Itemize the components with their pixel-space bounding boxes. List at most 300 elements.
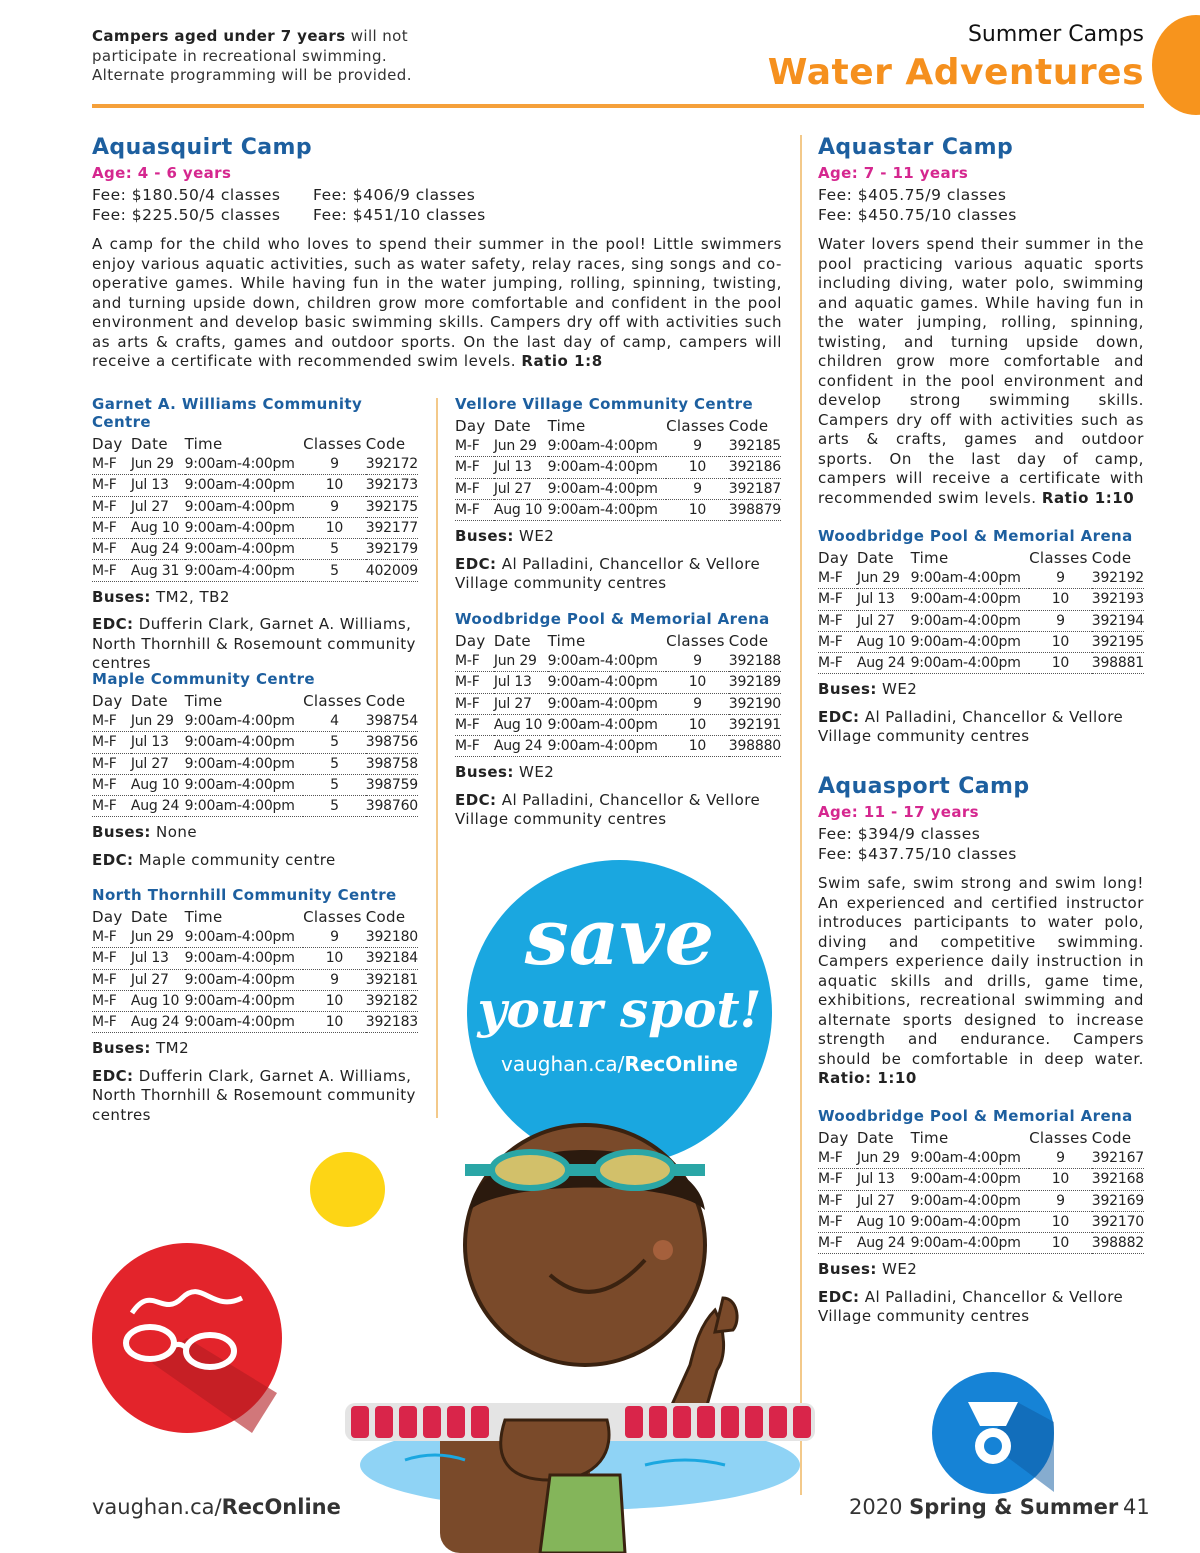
table-cell: Jul 27 [131, 496, 185, 517]
maple-block [92, 670, 418, 870]
table-cell: 392181 [366, 969, 418, 990]
table-cell: 9 [666, 651, 729, 672]
table-cell: 9:00am-4:00pm [185, 711, 304, 732]
table-cell: 9:00am-4:00pm [548, 499, 667, 520]
table-cell: 9:00am-4:00pm [911, 1190, 1030, 1211]
table-cell: M-F [92, 969, 131, 990]
table-cell: M-F [455, 457, 494, 478]
table-cell: M-F [818, 1211, 857, 1232]
table-cell: 10 [666, 672, 729, 693]
table-cell: 5 [303, 732, 366, 753]
table-cell: Aug 24 [131, 1012, 185, 1033]
table-cell: M-F [92, 560, 131, 581]
table-cell: Jul 13 [494, 672, 548, 693]
table-cell: 5 [303, 560, 366, 581]
table-cell: 9:00am-4:00pm [548, 672, 667, 693]
aquasquirt-description: A camp for the child who loves to spend their summer in the pool! Little swimmers enjoy various aquatic activities, such as water safety, relay races, sing songs and co-operative games. While having fun in the water jumping, rolling, spinning, twisting, and turning upside down, children grow more comfortable and confident in the pool environment and develop basic swimming skills. Campers dry off with activities such as arts & crafts, games and outdoor sports. On the last day of camp, campers will receive a certificate with recommended swim levels. Ratio 1:8 [92, 235, 782, 370]
table-header-row [818, 547, 1144, 568]
table-cell: Jul 27 [131, 969, 185, 990]
location-heading: Woodbridge Pool & Memorial Arena [455, 610, 770, 628]
table-cell: 9:00am-4:00pm [548, 736, 667, 757]
woodbridge-aquasquirt-block [455, 610, 781, 830]
table-cell: 9:00am-4:00pm [548, 478, 667, 499]
table-cell: 9:00am-4:00pm [911, 610, 1030, 631]
column-header: Date [856, 548, 894, 567]
table-cell: M-F [818, 1169, 857, 1190]
promo-your-spot-text: your spot! [477, 980, 762, 1039]
table-cell: 10 [1029, 1169, 1092, 1190]
table-cell: Jun 29 [131, 454, 185, 475]
table-cell: 9:00am-4:00pm [185, 560, 304, 581]
table-row [818, 1233, 1144, 1254]
table-header-row [92, 433, 418, 454]
table-cell: M-F [92, 796, 131, 817]
aquastar-age: Age: 7 - 11 years [818, 164, 969, 182]
goggles-icon [92, 1243, 282, 1433]
table-cell: 9:00am-4:00pm [185, 539, 304, 560]
table-row [92, 732, 418, 753]
corner-circle-decoration [1152, 15, 1200, 115]
aquastar-title: Aquastar Camp [818, 135, 1014, 160]
table-row [92, 454, 418, 475]
table-cell: 5 [303, 539, 366, 560]
table-row [92, 774, 418, 795]
table-row [818, 1169, 1144, 1190]
table-cell: 9:00am-4:00pm [185, 948, 304, 969]
table-cell: Aug 24 [857, 653, 911, 674]
table-cell: 9:00am-4:00pm [185, 796, 304, 817]
table-cell: 5 [303, 774, 366, 795]
table-cell: M-F [92, 753, 131, 774]
table-row [92, 990, 418, 1011]
table-cell: Jul 13 [494, 457, 548, 478]
table-cell: 392184 [366, 948, 418, 969]
table-cell: Aug 24 [494, 736, 548, 757]
table-cell: 9:00am-4:00pm [911, 1148, 1030, 1169]
section-kicker: Summer Camps [967, 22, 1144, 47]
fee-line: Fee: $450.75/10 classes [818, 205, 1017, 224]
table-cell: 9:00am-4:00pm [548, 714, 667, 735]
table-cell: M-F [818, 631, 857, 652]
edc-info: EDC: Dufferin Clark, Garnet A. Williams, North Thornhill & Rosemount community centres [92, 615, 416, 673]
table-cell: 9 [666, 693, 729, 714]
table-row [455, 736, 781, 757]
table-cell: 392179 [366, 539, 418, 560]
table-cell: 9 [1029, 1148, 1092, 1169]
column-header: Code [1091, 1128, 1132, 1147]
table-row [455, 714, 781, 735]
table-cell: 10 [666, 714, 729, 735]
table-cell: 9:00am-4:00pm [185, 1012, 304, 1033]
table-cell: 9:00am-4:00pm [548, 436, 667, 457]
table-cell: M-F [455, 736, 494, 757]
table-cell: M-F [818, 653, 857, 674]
fee-line: Fee: $451/10 classes [313, 205, 486, 224]
table-cell: M-F [92, 517, 131, 538]
table-cell: 392182 [366, 990, 418, 1011]
column-header: Code [728, 631, 769, 650]
garnet-williams-block [92, 395, 418, 674]
edc-info: EDC: Dufferin Clark, Garnet A. Williams, North Thornhill & Rosemount community centres [92, 1066, 416, 1124]
table-cell: 9:00am-4:00pm [185, 753, 304, 774]
table-cell: Jul 27 [494, 693, 548, 714]
aquastar-description: Water lovers spend their summer in the pool practicing various aquatic sports including diving, water polo, swimming and aquatic games. While having fun in the water jumping, rolling, spinning, twisting, and turning upside down, children grow more comfortable and confident in the pool environment and develop strong swimming skills. Campers dry off with activities such as arts & crafts, games and outdoor sports. On the last day of camp, campers will receive a certificate with recommended swim levels. Ratio 1:10 [818, 235, 1144, 507]
table-row [455, 457, 781, 478]
column-header: Date [493, 631, 531, 650]
table-cell: 10 [666, 736, 729, 757]
schedule-table [455, 630, 781, 757]
column-header: Day [92, 434, 123, 453]
column-header: Code [728, 416, 769, 435]
table-cell: 398879 [729, 499, 781, 520]
location-heading: Woodbridge Pool & Memorial Arena [818, 1107, 1133, 1125]
table-cell: Aug 10 [494, 714, 548, 735]
column-header: Code [1091, 548, 1132, 567]
column-header: Time [547, 416, 586, 435]
column-header: Time [184, 434, 223, 453]
table-cell: Aug 10 [131, 517, 185, 538]
table-row [818, 610, 1144, 631]
table-cell: Jun 29 [494, 651, 548, 672]
aquasquirt-title: Aquasquirt Camp [92, 135, 313, 160]
column-header: Code [365, 434, 406, 453]
table-row [818, 653, 1144, 674]
column-header: Classes [666, 631, 725, 650]
column-header: Code [365, 691, 406, 710]
table-cell: Jul 13 [857, 1169, 911, 1190]
table-cell: M-F [92, 948, 131, 969]
table-cell: M-F [455, 436, 494, 457]
fee-line: Fee: $406/9 classes [313, 186, 476, 204]
aquasport-camp-section [818, 774, 1144, 1089]
promo-save-text: save [524, 892, 715, 983]
table-row [92, 753, 418, 774]
table-cell: 398881 [1092, 653, 1144, 674]
table-cell: 9 [666, 436, 729, 457]
table-cell: M-F [455, 651, 494, 672]
table-cell: M-F [455, 693, 494, 714]
location-heading: Maple Community Centre [92, 670, 315, 688]
table-cell: 392192 [1092, 568, 1144, 589]
table-cell: 392180 [366, 927, 418, 948]
header-rule [92, 104, 1144, 108]
table-cell: 10 [303, 475, 366, 496]
table-cell: 392167 [1092, 1148, 1144, 1169]
aquastar-fees [818, 186, 1144, 225]
fee-line: Fee: $225.50/5 classes [92, 205, 281, 224]
table-cell: Jul 27 [857, 1190, 911, 1211]
table-cell: Jun 29 [857, 1148, 911, 1169]
table-row [455, 499, 781, 520]
table-cell: 392185 [729, 436, 781, 457]
column-header: Time [184, 907, 223, 926]
table-cell: Aug 10 [131, 774, 185, 795]
table-cell: 392189 [729, 672, 781, 693]
table-row [92, 927, 418, 948]
page-number: 41 [1123, 1495, 1150, 1519]
table-header-row [92, 906, 418, 927]
table-cell: 10 [666, 457, 729, 478]
table-cell: 392172 [366, 454, 418, 475]
location-heading: North Thornhill Community Centre [92, 886, 397, 904]
table-cell: 9:00am-4:00pm [185, 927, 304, 948]
table-cell: 9:00am-4:00pm [911, 653, 1030, 674]
column-header: Day [455, 631, 486, 650]
table-cell: 9:00am-4:00pm [185, 517, 304, 538]
table-cell: Jul 13 [857, 589, 911, 610]
table-cell: 10 [303, 1012, 366, 1033]
column-header: Date [856, 1128, 894, 1147]
table-cell: 9 [1029, 1190, 1092, 1211]
schedule-table [818, 1127, 1144, 1254]
fee-line: Fee: $437.75/10 classes [818, 844, 1017, 863]
table-row [818, 568, 1144, 589]
table-cell: M-F [818, 568, 857, 589]
table-row [92, 1012, 418, 1033]
table-cell: M-F [92, 1012, 131, 1033]
table-cell: 392175 [366, 496, 418, 517]
table-cell: M-F [92, 539, 131, 560]
table-cell: Jul 27 [494, 478, 548, 499]
table-cell: 9:00am-4:00pm [911, 1169, 1030, 1190]
table-header-row [455, 630, 781, 651]
schedule-table [455, 415, 781, 521]
table-cell: 398760 [366, 796, 418, 817]
table-cell: 4 [303, 711, 366, 732]
footer-season: 2020 Spring & Summer [849, 1495, 1119, 1519]
edc-info: EDC: Maple community centre [92, 850, 336, 869]
table-cell: 402009 [366, 560, 418, 581]
edc-info: EDC: Al Palladini, Chancellor & Vellore Village community centres [818, 1287, 1124, 1326]
table-cell: 9 [666, 478, 729, 499]
edc-info: EDC: Al Palladini, Chancellor & Vellore Village community centres [818, 707, 1124, 746]
buses-info: Buses: WE2 [818, 680, 918, 699]
aquastar-camp-section [818, 135, 1144, 508]
table-cell: M-F [92, 990, 131, 1011]
table-cell: 5 [303, 796, 366, 817]
footer-url[interactable]: vaughan.ca/RecOnline [92, 1495, 341, 1519]
table-cell: 392190 [729, 693, 781, 714]
table-cell: 9 [1029, 568, 1092, 589]
aquasquirt-age: Age: 4 - 6 years [92, 164, 232, 182]
table-cell: Aug 10 [857, 1211, 911, 1232]
aquasport-fees [818, 825, 1144, 864]
table-cell: M-F [92, 774, 131, 795]
table-row [818, 1190, 1144, 1211]
table-cell: Jun 29 [494, 436, 548, 457]
table-cell: 10 [1029, 1211, 1092, 1232]
table-cell: 9:00am-4:00pm [185, 774, 304, 795]
column-header: Classes [1029, 1128, 1088, 1147]
table-row [455, 693, 781, 714]
table-cell: M-F [92, 454, 131, 475]
table-cell: Aug 24 [857, 1233, 911, 1254]
table-row [92, 475, 418, 496]
table-cell: M-F [455, 714, 494, 735]
table-cell: Jul 27 [131, 753, 185, 774]
table-cell: 10 [303, 948, 366, 969]
table-row [92, 711, 418, 732]
table-cell: Aug 10 [131, 990, 185, 1011]
fee-line: Fee: $405.75/9 classes [818, 186, 1007, 204]
aquasquirt-camp-section [92, 135, 782, 372]
table-cell: M-F [455, 672, 494, 693]
vellore-block [455, 395, 781, 594]
table-cell: 10 [303, 517, 366, 538]
table-cell: 392173 [366, 475, 418, 496]
table-cell: Aug 10 [857, 631, 911, 652]
location-heading: Garnet A. Williams Community Centre [92, 395, 363, 431]
column-header: Day [92, 907, 123, 926]
fee-line: Fee: $180.50/4 classes [92, 186, 281, 204]
aquasport-age: Age: 11 - 17 years [818, 803, 979, 821]
table-cell: Aug 24 [131, 796, 185, 817]
table-row [92, 560, 418, 581]
column-header: Date [130, 691, 168, 710]
table-row [92, 969, 418, 990]
table-cell: 392170 [1092, 1211, 1144, 1232]
table-cell: 392169 [1092, 1190, 1144, 1211]
woodbridge-aquastar-block [818, 527, 1144, 747]
table-cell: 10 [666, 499, 729, 520]
table-cell: M-F [455, 499, 494, 520]
table-row [92, 517, 418, 538]
table-cell: 9:00am-4:00pm [548, 457, 667, 478]
table-cell: 9 [303, 927, 366, 948]
aquasport-title: Aquasport Camp [818, 774, 1030, 799]
table-cell: 10 [303, 990, 366, 1011]
table-cell: 9 [303, 454, 366, 475]
table-row [455, 651, 781, 672]
table-cell: 392193 [1092, 589, 1144, 610]
table-row [818, 631, 1144, 652]
table-cell: 392168 [1092, 1169, 1144, 1190]
column-header: Classes [1029, 548, 1088, 567]
buses-info: Buses: TM2 [92, 1039, 190, 1058]
north-thornhill-block [92, 886, 418, 1125]
column-header: Classes [303, 434, 362, 453]
table-cell: 392191 [729, 714, 781, 735]
table-cell: 392188 [729, 651, 781, 672]
table-cell: 9:00am-4:00pm [911, 589, 1030, 610]
edc-info: EDC: Al Palladini, Chancellor & Vellore Village community centres [455, 790, 761, 829]
table-row [818, 589, 1144, 610]
column-header: Time [547, 631, 586, 650]
table-cell: 9:00am-4:00pm [911, 631, 1030, 652]
edc-info: EDC: Al Palladini, Chancellor & Vellore Village community centres [455, 554, 761, 593]
medal-icon [932, 1372, 1054, 1494]
table-cell: Aug 10 [494, 499, 548, 520]
column-header: Time [910, 1128, 949, 1147]
table-row [92, 948, 418, 969]
table-row [92, 496, 418, 517]
page-title: Water Adventures [767, 52, 1144, 93]
table-cell: 10 [1029, 1233, 1092, 1254]
table-cell: 9:00am-4:00pm [548, 651, 667, 672]
column-divider-left [436, 398, 438, 1118]
table-cell: M-F [92, 711, 131, 732]
table-cell: 9:00am-4:00pm [185, 969, 304, 990]
buses-info: Buses: TM2, TB2 [92, 587, 230, 606]
column-header: Day [818, 548, 849, 567]
table-cell: 10 [1029, 631, 1092, 652]
table-cell: 392195 [1092, 631, 1144, 652]
table-cell: Jun 29 [131, 711, 185, 732]
table-cell: 398882 [1092, 1233, 1144, 1254]
column-header: Day [455, 416, 486, 435]
table-cell: Jun 29 [131, 927, 185, 948]
table-cell: M-F [92, 496, 131, 517]
table-cell: 9:00am-4:00pm [185, 732, 304, 753]
table-cell: 9:00am-4:00pm [185, 496, 304, 517]
table-cell: Jul 13 [131, 732, 185, 753]
column-header: Classes [303, 691, 362, 710]
column-header: Code [365, 907, 406, 926]
column-header: Date [130, 907, 168, 926]
table-cell: Jul 13 [131, 948, 185, 969]
table-cell: Aug 31 [131, 560, 185, 581]
table-cell: 10 [1029, 653, 1092, 674]
table-cell: 392177 [366, 517, 418, 538]
table-cell: Jul 27 [857, 610, 911, 631]
table-cell: 9:00am-4:00pm [911, 1211, 1030, 1232]
table-row [818, 1148, 1144, 1169]
table-row [455, 478, 781, 499]
table-cell: 9 [1029, 610, 1092, 631]
buses-info: Buses: None [92, 823, 197, 842]
location-heading: Woodbridge Pool & Memorial Arena [818, 527, 1133, 545]
table-cell: 9:00am-4:00pm [185, 454, 304, 475]
table-header-row [92, 690, 418, 711]
table-cell: M-F [92, 927, 131, 948]
table-cell: M-F [818, 610, 857, 631]
table-row [92, 539, 418, 560]
table-cell: 392187 [729, 478, 781, 499]
table-cell: 9 [303, 496, 366, 517]
schedule-table [92, 433, 418, 582]
column-header: Day [818, 1128, 849, 1147]
table-cell: Jun 29 [857, 568, 911, 589]
table-cell: 9:00am-4:00pm [185, 475, 304, 496]
table-cell: 398754 [366, 711, 418, 732]
table-cell: M-F [92, 475, 131, 496]
schedule-table [92, 690, 418, 817]
table-cell: Aug 24 [131, 539, 185, 560]
column-header: Day [92, 691, 123, 710]
table-header-row [455, 415, 781, 436]
table-cell: Jul 13 [131, 475, 185, 496]
promo-url[interactable]: vaughan.ca/RecOnline [501, 1052, 738, 1076]
schedule-table [818, 547, 1144, 674]
column-header: Time [184, 691, 223, 710]
table-cell: 9:00am-4:00pm [911, 568, 1030, 589]
table-cell: 10 [1029, 589, 1092, 610]
column-header: Classes [303, 907, 362, 926]
table-cell: 398756 [366, 732, 418, 753]
table-cell: 9:00am-4:00pm [548, 693, 667, 714]
table-cell: 398758 [366, 753, 418, 774]
table-cell: 398759 [366, 774, 418, 795]
table-cell: M-F [818, 1190, 857, 1211]
table-row [455, 672, 781, 693]
table-cell: M-F [455, 478, 494, 499]
buses-info: Buses: WE2 [818, 1260, 918, 1279]
swimmer-boy-illustration [345, 1120, 815, 1553]
table-cell: 9:00am-4:00pm [911, 1233, 1030, 1254]
column-header: Date [130, 434, 168, 453]
woodbridge-aquasport-block [818, 1107, 1144, 1327]
table-cell: M-F [818, 589, 857, 610]
